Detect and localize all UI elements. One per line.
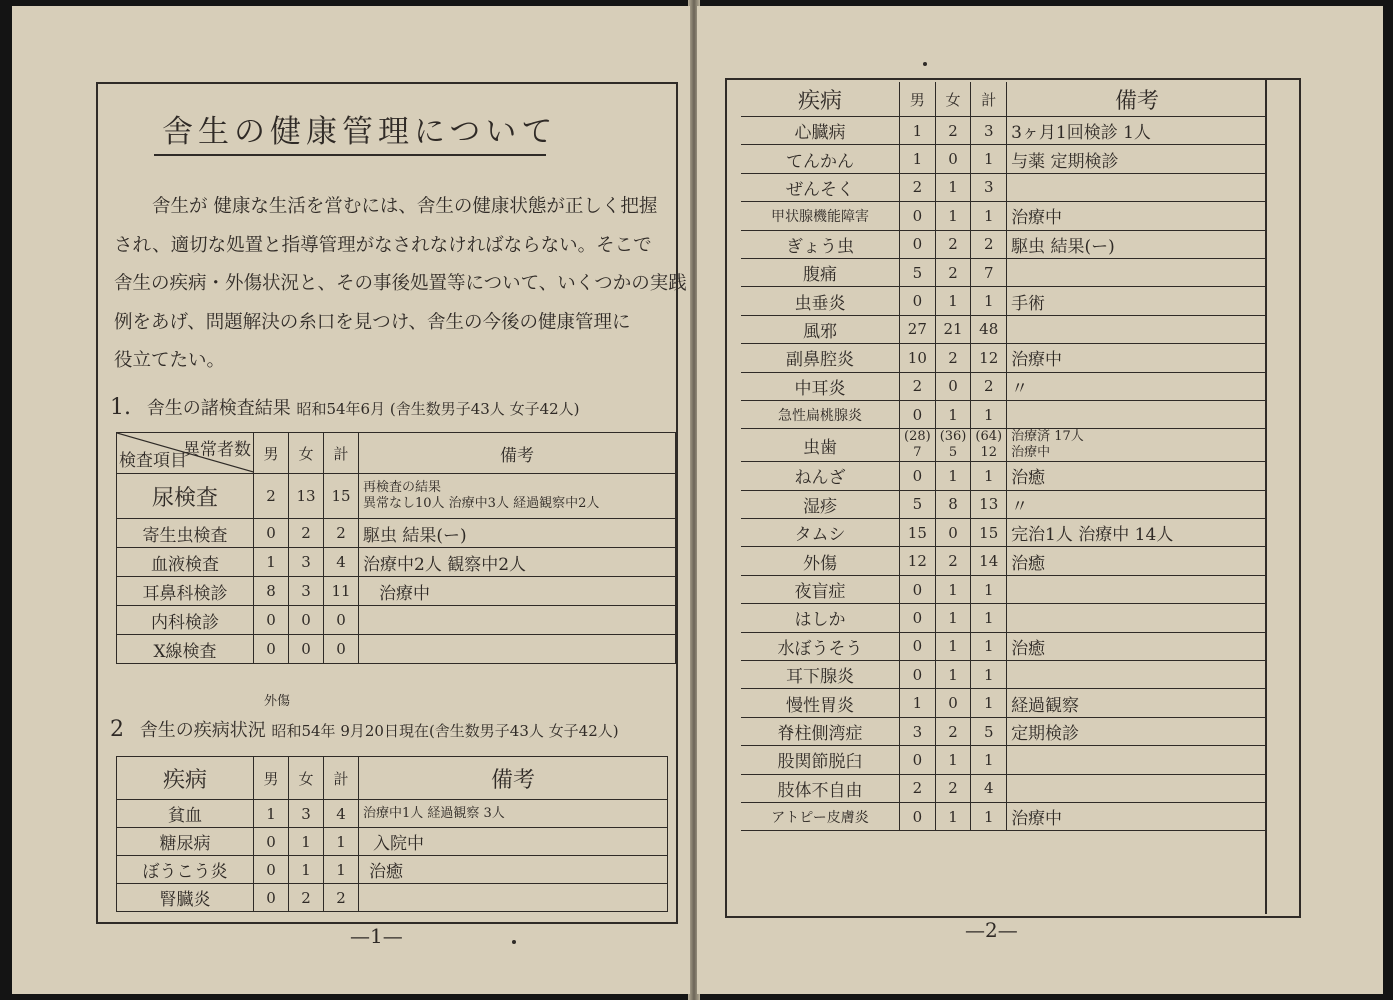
female-cell: 0 [935,145,971,173]
remarks-cell: 与薬 定期検診 [1007,145,1267,173]
total-cell: 11 [324,577,359,606]
table-row [741,429,1267,462]
female-cell: 3 [289,800,324,828]
remarks-cell [359,884,668,912]
male-cell: 0 [900,604,936,632]
total-cell: 1 [971,400,1007,428]
table-row [741,774,1267,802]
col-female: 女 [289,433,324,474]
female-cell: 1 [935,604,971,632]
table-row [741,230,1267,258]
female-cell: 2 [935,117,971,145]
male-cell: 3 [900,717,936,745]
col-male: 男 [900,82,936,117]
male-cell: 0 [900,202,936,230]
total-cell: 1 [971,802,1007,830]
table-row [741,258,1267,286]
disease-cell: 慢性胃炎 [741,689,900,717]
male-cell: 15 [900,519,936,547]
table-row [117,828,668,856]
disease-table-right [741,82,1267,831]
male-cell: 0 [254,856,289,884]
total-cell: 4 [324,800,359,828]
male-cell: 10 [900,344,936,372]
male-cell: 1 [900,117,936,145]
total-cell: 1 [971,661,1007,689]
col-total: 計 [971,82,1007,117]
table-row [117,474,676,519]
total-cell: 0 [324,606,359,635]
disease-cell: 虫歯 [741,429,900,462]
female-cell: 1 [289,828,324,856]
female-cell: 2 [935,547,971,575]
table-row [117,856,668,884]
remarks-cell: 治療中 [1007,344,1267,372]
disease-cell: 水ぼうそう [741,632,900,660]
remarks-cell: 駆虫 結果(ー) [1007,230,1267,258]
table-row [117,884,668,912]
female-line: 5 [948,445,958,461]
section1-title: 舎生の諸検査結果 [146,398,291,419]
total-cell: 1 [324,828,359,856]
total-line: (64) [975,429,1003,445]
remarks-cell: 治療中 [359,577,676,606]
remarks-line: 再検査の結果 [363,480,442,495]
female-cell: 1 [935,632,971,660]
total-cell: 15 [971,519,1007,547]
female-cell: 13 [289,474,324,519]
total-cell: 48 [971,315,1007,343]
male-cell: 0 [900,746,936,774]
total-cell: 1 [971,746,1007,774]
male-cell: 0 [254,519,289,548]
total-cell: 1 [971,632,1007,660]
female-cell: 3 [289,577,324,606]
page-number: —1— [350,924,403,948]
total-cell: 3 [971,117,1007,145]
disease-cell: 心臓病 [741,117,900,145]
total-cell: 12 [971,344,1007,372]
male-cell: 0 [254,606,289,635]
table-row [741,802,1267,830]
male-cell: 0 [900,632,936,660]
disease-cell: 風邪 [741,315,900,343]
female-cell: 1 [935,661,971,689]
male-line: 7 [913,445,922,461]
remarks-cell: 定期検診 [1007,717,1267,745]
total-cell: 2 [324,884,359,912]
remarks-cell: 駆虫 結果(ー) [359,519,676,548]
female-cell: 1 [935,802,971,830]
table-header-row [741,82,1267,117]
left-page [12,6,690,994]
total-cell: 15 [324,474,359,519]
male-cell: 1 [900,689,936,717]
exam-results-table [116,432,676,664]
table-row [117,519,676,548]
total-cell: 2 [324,519,359,548]
disease-cell: 中耳炎 [741,372,900,400]
col-total: 計 [324,433,359,474]
disease-cell: 副鼻腔炎 [741,344,900,372]
female-cell: 8 [935,490,971,518]
disease-cell: 耳下腺炎 [741,661,900,689]
female-cell: 0 [935,372,971,400]
intro-line: され、適切な処置と指導管理がなされなければならない。そこで [114,234,652,256]
remarks-line: 治療済 17人 [1011,429,1084,445]
disease-cell: 湿疹 [741,490,900,518]
female-cell: 0 [935,689,971,717]
ink-dot [512,940,516,944]
female-cell: 2 [935,258,971,286]
col-remarks: 備考 [359,433,676,474]
male-cell: 0 [900,802,936,830]
female-cell: 2 [289,519,324,548]
disease-cell: 腎臓炎 [117,884,254,912]
total-cell: 2 [971,230,1007,258]
remarks-line: 治療中 [1011,445,1051,461]
female-cell: 3 [289,548,324,577]
header-count: 異常者数 [183,440,251,460]
total-cell: 7 [971,258,1007,286]
male-cell: 0 [900,575,936,603]
total-cell [971,429,1007,462]
table-row [741,145,1267,173]
disease-cell: 虫垂炎 [741,287,900,315]
female-cell: 1 [935,746,971,774]
remarks-line: 異常なし10人 治療中3人 経過観察中2人 [363,496,600,511]
female-cell: 1 [935,173,971,201]
section2-number: 2 [110,717,124,742]
female-cell: 2 [935,717,971,745]
total-cell: 1 [324,856,359,884]
col-female: 女 [935,82,971,117]
male-cell: 0 [900,462,936,490]
total-cell: 14 [971,547,1007,575]
remarks-cell: 治癒 [1007,462,1267,490]
total-cell: 1 [971,462,1007,490]
disease-cell: 急性扁桃腺炎 [741,400,900,428]
remarks-cell [359,474,676,519]
table-row [741,117,1267,145]
disease-cell: 脊柱側湾症 [741,717,900,745]
table-row [741,202,1267,230]
male-cell: 1 [254,800,289,828]
section2-subtitle: 昭和54年 9月20日現在(舎生数男子43人 女子42人) [271,722,619,740]
table-row [741,632,1267,660]
male-cell: 0 [900,400,936,428]
table-row [741,717,1267,745]
col-disease: 疾病 [741,82,900,117]
disease-cell: ぎょう虫 [741,230,900,258]
remarks-cell: 治療中 [1007,802,1267,830]
disease-cell: ねんざ [741,462,900,490]
col-total: 計 [324,757,359,800]
remarks-cell: 治癒 [1007,632,1267,660]
total-cell: 1 [971,689,1007,717]
item-cell: 血液検査 [117,548,254,577]
total-line: 12 [980,445,997,461]
female-cell: 1 [935,202,971,230]
remarks-cell: 治療中1人 経過観察 3人 [359,800,668,828]
male-cell: 2 [900,372,936,400]
male-cell: 1 [900,145,936,173]
section2-heading [110,716,619,742]
total-cell: 1 [971,202,1007,230]
section2-title: 舎生の疾病状況 [139,720,266,741]
disease-cell: 夜盲症 [741,575,900,603]
female-cell: 0 [935,519,971,547]
total-cell: 13 [971,490,1007,518]
table-row [741,315,1267,343]
female-cell: 1 [289,856,324,884]
intro-line: 舎生が 健康な生活を営むには、舎生の健康状態が正しく把握 [152,196,658,217]
title-underline [154,154,546,156]
item-cell: X線検査 [117,635,254,664]
intro-line: 舎生の疾病・外傷状況と、その事後処置等について、いくつかの実践 [114,273,687,294]
item-cell: 尿検査 [117,474,254,519]
remarks-cell [1007,604,1267,632]
total-cell: 4 [971,774,1007,802]
table-row [741,400,1267,428]
female-cell: 1 [935,575,971,603]
remarks-cell: 完治1人 治療中 14人 [1007,519,1267,547]
section1-subtitle: 昭和54年6月 (舎生数男子43人 女子42人) [296,400,580,418]
disease-cell: 甲状腺機能障害 [741,202,900,230]
item-cell: 内科検診 [117,606,254,635]
table-row [741,462,1267,490]
total-cell: 5 [971,717,1007,745]
item-cell: 耳鼻科検診 [117,577,254,606]
table-row [117,635,676,664]
table-row [741,344,1267,372]
remarks-cell [359,635,676,664]
disease-cell: ぼうこう炎 [117,856,254,884]
table-row [741,575,1267,603]
female-cell: 1 [935,287,971,315]
male-cell: 0 [900,661,936,689]
remarks-cell [1007,661,1267,689]
remarks-cell [1007,400,1267,428]
total-cell: 0 [324,635,359,664]
right-page [697,6,1383,994]
page-number: —2— [965,918,1018,942]
table-row [741,689,1267,717]
male-cell: 0 [900,287,936,315]
remarks-cell [1007,258,1267,286]
section1-heading [110,394,580,420]
female-cell: 1 [935,462,971,490]
table-row [117,800,668,828]
header-item: 検査項目 [119,451,187,471]
total-cell: 1 [971,145,1007,173]
female-cell: 0 [289,606,324,635]
intro-line: 例をあげ、問題解決の糸口を見つけ、舎生の今後の健康管理に [114,311,631,333]
remarks-cell [1007,173,1267,201]
female-cell: 2 [935,230,971,258]
intro-paragraph [114,188,687,381]
table-row [117,548,676,577]
intro-line: 役立てたい。 [114,350,226,371]
female-cell: 0 [289,635,324,664]
table-header-row [117,433,676,474]
col-remarks: 備考 [359,757,668,800]
disease-cell: 貧血 [117,800,254,828]
table-row [741,372,1267,400]
male-cell: 27 [900,315,936,343]
male-cell: 2 [900,774,936,802]
remarks-cell: 3ヶ月1回検診 1人 [1007,117,1267,145]
col-male: 男 [254,757,289,800]
remarks-cell: 手術 [1007,287,1267,315]
male-cell: 0 [254,884,289,912]
remarks-cell [1007,429,1267,462]
disease-cell: ぜんそく [741,173,900,201]
remarks-cell: 治療中2人 観察中2人 [359,548,676,577]
table-row [741,519,1267,547]
male-cell: 0 [900,230,936,258]
disease-cell: はしか [741,604,900,632]
remarks-cell: 〃 [1007,490,1267,518]
table-row [117,577,676,606]
table-row [741,746,1267,774]
male-cell [900,429,936,462]
female-cell: 2 [935,774,971,802]
remarks-cell: 経過観察 [1007,689,1267,717]
remarks-cell: 〃 [1007,372,1267,400]
disease-cell: 肢体不自由 [741,774,900,802]
male-cell: 0 [254,828,289,856]
male-cell: 12 [900,547,936,575]
remarks-cell [359,606,676,635]
table-row [741,604,1267,632]
disease-cell: タムシ [741,519,900,547]
table-row [741,547,1267,575]
male-cell: 2 [900,173,936,201]
remarks-cell: 治癒 [359,856,668,884]
col-male: 男 [254,433,289,474]
female-line: (36) [939,429,967,445]
diagonal-header-cell [117,433,254,474]
table-row [741,661,1267,689]
item-cell: 寄生虫検査 [117,519,254,548]
male-cell: 2 [254,474,289,519]
table-row [741,490,1267,518]
female-cell: 2 [289,884,324,912]
remarks-cell: 治癒 [1007,547,1267,575]
table-header-row [117,757,668,800]
remarks-cell [1007,575,1267,603]
total-cell: 1 [971,604,1007,632]
disease-cell: 股関節脱臼 [741,746,900,774]
col-remarks: 備考 [1007,82,1267,117]
disease-cell: てんかん [741,145,900,173]
total-cell: 3 [971,173,1007,201]
col-female: 女 [289,757,324,800]
table-row [741,173,1267,201]
disease-cell: アトピー皮膚炎 [741,802,900,830]
disease-cell: 糖尿病 [117,828,254,856]
remarks-cell [1007,746,1267,774]
remarks-cell [1007,315,1267,343]
male-cell: 5 [900,490,936,518]
male-cell: 8 [254,577,289,606]
table-row [117,606,676,635]
female-cell: 2 [935,344,971,372]
male-line: (28) [904,429,931,445]
disease-cell: 腹痛 [741,258,900,286]
male-cell: 5 [900,258,936,286]
page-title: 舎生の健康管理について [162,114,558,150]
remarks-cell: 入院中 [359,828,668,856]
total-cell: 2 [971,372,1007,400]
female-cell: 1 [935,400,971,428]
section1-number: 1. [110,395,131,420]
female-cell: 21 [935,315,971,343]
total-cell: 1 [971,575,1007,603]
male-cell: 1 [254,548,289,577]
section2-annotation: 外傷 [264,694,291,709]
ink-dot [923,62,927,66]
total-cell: 4 [324,548,359,577]
male-cell: 0 [254,635,289,664]
disease-table-left [116,756,668,912]
table-row [741,287,1267,315]
remarks-cell: 治療中 [1007,202,1267,230]
disease-cell: 外傷 [741,547,900,575]
total-cell: 1 [971,287,1007,315]
female-cell [935,429,971,462]
col-disease: 疾病 [117,757,254,800]
remarks-cell [1007,774,1267,802]
